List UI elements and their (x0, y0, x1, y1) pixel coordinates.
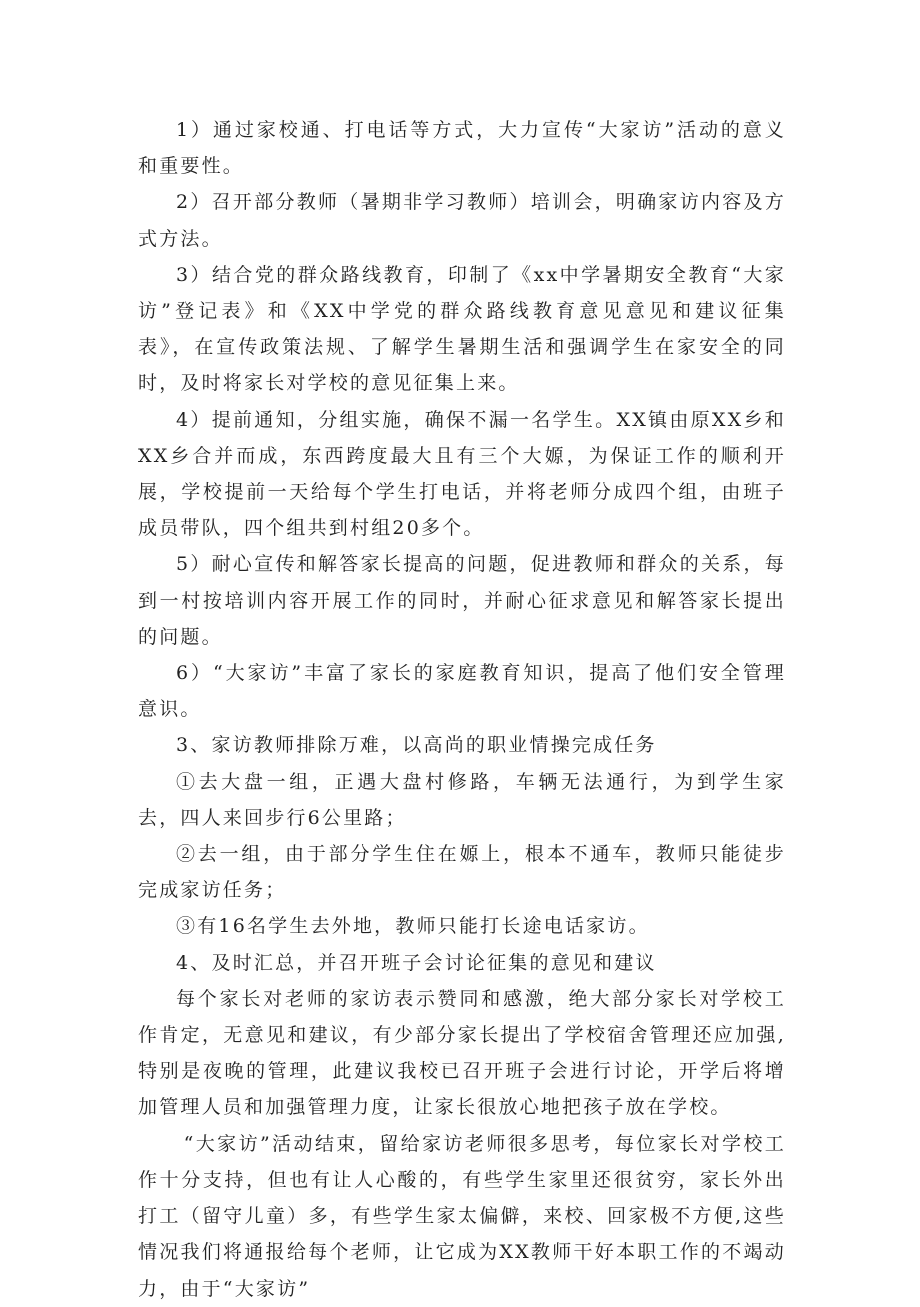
paragraph-item-6: 6）“大家访”丰富了家长的家庭教育知识，提高了他们安全管理意识。 (138, 662, 786, 721)
paragraph-item-1: 1）通过家校通、打电话等方式，大力宣传“大家访”活动的意义和重要性。 (138, 119, 786, 178)
paragraph-item-2: 2）召开部分教师（暑期非学习教师）培训会，明确家访内容及方式方法。 (138, 191, 786, 250)
list-item-circled-2: ②去一组，由于部分学生住在嫄上，根本不通车，教师只能徒步完成家访任务； (138, 843, 786, 902)
paragraph-item-4: 4）提前通知，分组实施，确保不漏一名学生。XX镇由原XX乡和XX乡合并而成，东西跨度最大且有三个大嫄，为保证工作的顺利开展，学校提前一天给每个学生打电话，并将老师分成四个组，由班子成员带队，四个组共到村组20多个。 (138, 408, 786, 540)
document-body (138, 112, 786, 1307)
section-heading-4: 4、及时汇总，并召开班子会讨论征集的意见和建议 (176, 951, 657, 974)
list-item-circled-3: ③有16名学生去外地，教师只能打长途电话家访。 (176, 915, 650, 938)
paragraph-item-5: 5）耐心宣传和解答家长提高的问题，促进教师和群众的关系，每到一村按培训内容开展工作的同时，并耐心征求意见和解答家长提出的问题。 (138, 553, 786, 648)
paragraph-conclusion: “大家访”活动结束，留给家访老师很多思考，每位家长对学校工作十分支持，但也有让人心酸的，有些学生家里还很贫穷，家长外出打工（留守儿童）多，有些学生家太偏僻，来校、回家极不方便,这些情况我们将通报给每个老师，让它成为XX教师干好本职工作的不竭动力，由于“大家访” (138, 1132, 786, 1300)
list-item-circled-1: ①去大盘一组，正遇大盘村修路，车辆无法通行，为到学生家去，四人来回步行6公里路； (138, 770, 786, 829)
section-heading-3: 3、家访教师排除万难，以高尚的职业情操完成任务 (176, 734, 657, 757)
paragraph-item-3: 3）结合党的群众路线教育，印制了《xx中学暑期安全教育“大家访”登记表》和《XX中学党的群众路线教育意见意见和建议征集表》，在宣传政策法规、了解学生暑期生活和强调学生在家安全的同时，及时将家长对学校的意见征集上来。 (138, 263, 786, 395)
paragraph-feedback: 每个家长对老师的家访表示赞同和感激，绝大部分家长对学校工作肯定，无意见和建议，有少部分家长提出了学校宿舍管理还应加强,特别是夜晚的管理，此建议我校已召开班子会进行讨论，开学后将增加管理人员和加强管理力度，让家长很放心地把孩子放在学校。 (138, 987, 786, 1119)
